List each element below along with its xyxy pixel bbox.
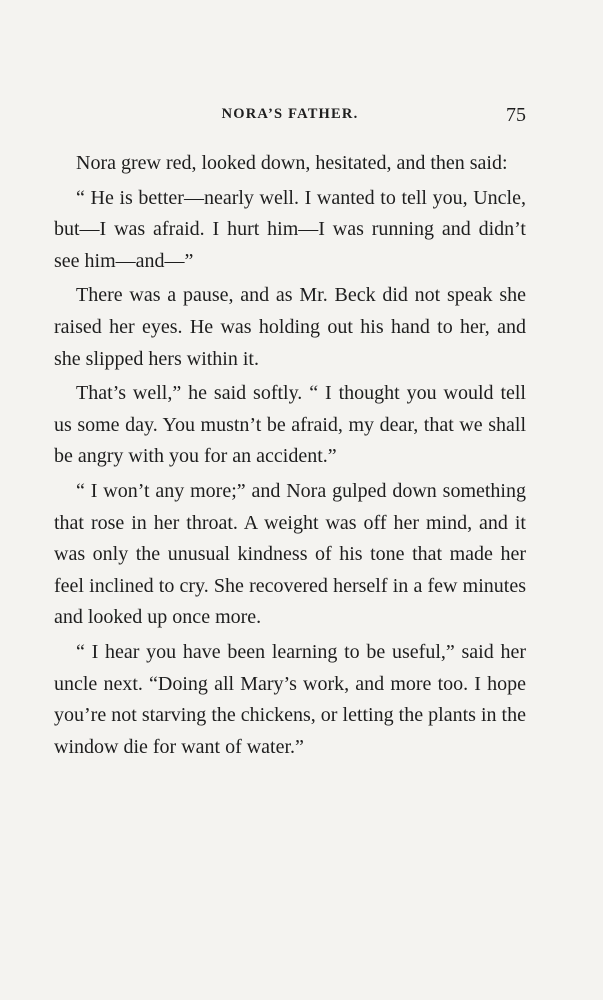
paragraph: Nora grew red, looked down, hesitated, and then said: — [76, 152, 508, 174]
paragraph: “ He is better—nearly well. I wanted to tell you, Uncle, but—I was afraid. I hurt him—I was running and didn’t see him—and—” — [54, 186, 526, 272]
body-text — [54, 148, 526, 766]
page-number: 75 — [506, 104, 526, 126]
paragraph: “ I hear you have been learning to be useful,” said her uncle next. “Doing all Mary’s work, and more too. I hope you’re not starving the chickens, or letting the plants in the window die for want of water.” — [54, 640, 526, 758]
paragraph: There was a pause, and as Mr. Beck did not speak she raised her eyes. He was holding out his hand to her, and she slipped hers within it. — [54, 284, 526, 370]
running-header — [54, 106, 526, 130]
paragraph: That’s well,” he said softly. “ I thought you would tell us some day. You mustn’t be afraid, my dear, that we shall be angry with you for an accident.” — [54, 382, 526, 468]
paragraph: “ I won’t any more;” and Nora gulped down something that rose in her throat. A weight was off her mind, and it was only the unusual kindness of his tone that made her feel inclined to cry. She recovered herself in a few minutes and looked up once more. — [54, 479, 526, 629]
chapter-title: NORA’S FATHER. — [221, 106, 359, 122]
